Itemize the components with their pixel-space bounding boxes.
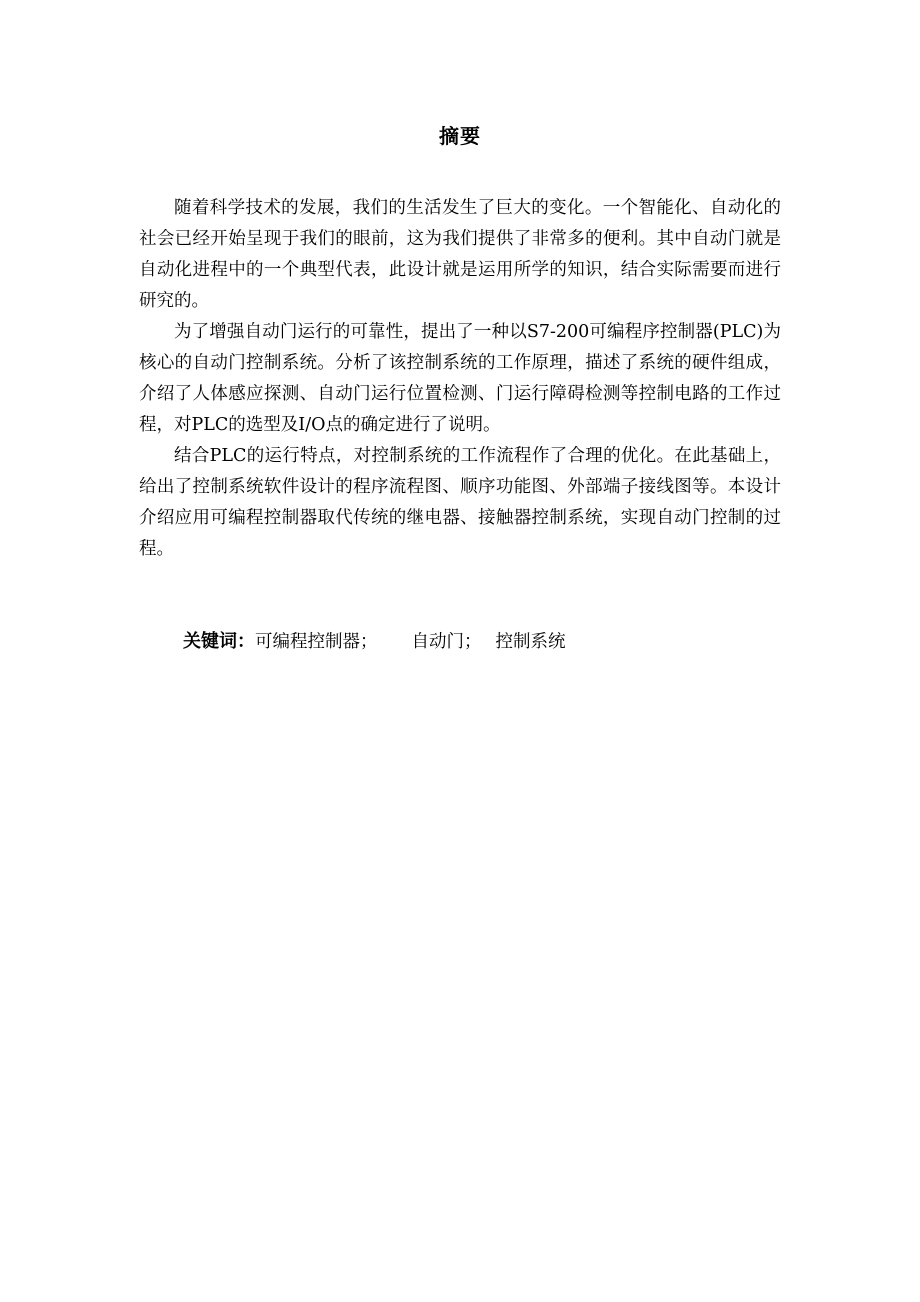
abstract-paragraph-2: 为了增强自动门运行的可靠性，提出了一种以S7-200可编程序控制器(PLC)为核心的自动门控制系统。分析了该控制系统的工作原理，描述了系统的硬件组成，介绍了人体感应探测、自动门运行位置检测、门运行障碍检测等控制电路的工作过程，对PLC的选型及I/O点的确定进行了说明。 xyxy=(139,322,781,435)
keyword-1: 可编程控制器； xyxy=(255,632,378,652)
abstract-body xyxy=(139,193,781,565)
abstract-paragraph-1: 随着科学技术的发展，我们的生活发生了巨大的变化。一个智能化、自动化的社会已经开始呈现于我们的眼前，这为我们提供了非常多的便利。其中自动门就是自动化进程中的一个典型代表，此设计就是运用所学的知识，结合实际需要而进行研究的。 xyxy=(139,198,781,311)
page-title: 摘要 xyxy=(439,124,481,148)
keywords-line xyxy=(183,627,783,657)
keywords-label: 关键词： xyxy=(183,631,255,652)
keyword-2: 自动门； xyxy=(411,632,482,652)
abstract-paragraph-3: 结合PLC的运行特点，对控制系统的工作流程作了合理的优化。在此基础上，给出了控制系统软件设计的程序流程图、顺序功能图、外部端子接线图等。本设计介绍应用可编程控制器取代传统的继电器、接触器控制系统，实现自动门控制的过程。 xyxy=(139,446,781,559)
keyword-3: 控制系统 xyxy=(495,632,566,652)
